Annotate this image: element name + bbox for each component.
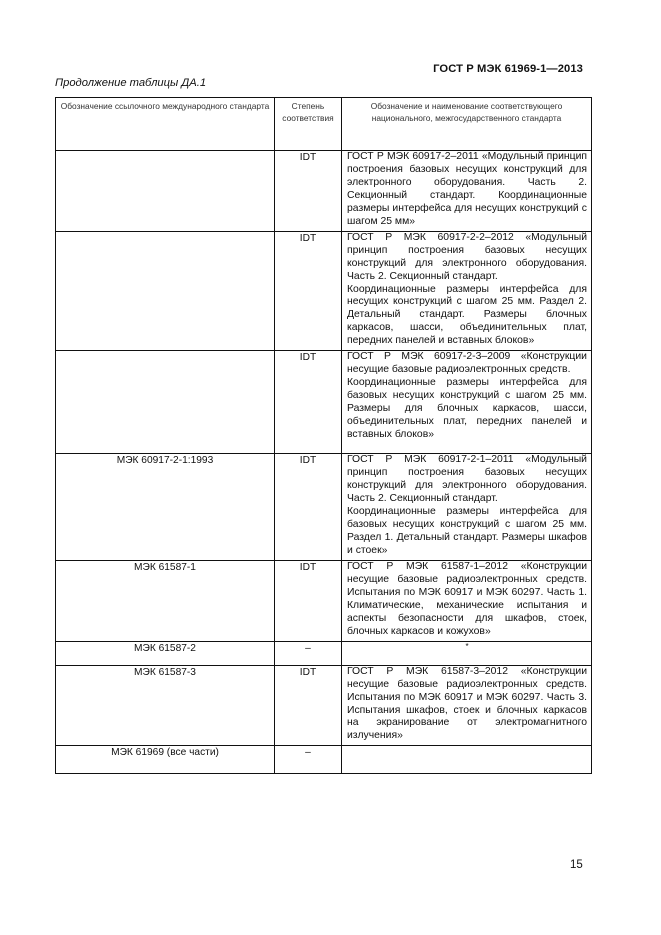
reference-cell [56, 231, 275, 351]
reference-cell: МЭК 60917-2-1:1993 [56, 454, 275, 561]
national-standard-text: Координационные размеры интерфейса для базовых несущих конструкций с шагом 25 мм. Раздел 1. Детальный стандарт. Размеры шкафов и стоек» [347, 506, 587, 556]
national-standard-cell [342, 746, 592, 774]
standards-table [55, 97, 592, 774]
column-header-national: Обозначение и наименование соответствующего национального, межгосударственного стандарта [342, 98, 592, 151]
table-row [56, 231, 592, 351]
national-standard-text: ГОСТ Р МЭК 60917-2-3–2009 «Конструкции несущие базовые радиоэлектронных средств. [347, 351, 587, 376]
national-standard-cell [342, 560, 592, 641]
national-standard-cell [342, 351, 592, 454]
table-continuation-caption: Продолжение таблицы ДА.1 [55, 77, 207, 89]
national-standard-text: ГОСТ Р МЭК 60917-2-1–2011 «Модульный принцип построения базовых несущих конструкций для электронного оборудования. Часть 2. Секционный стандарт. [347, 454, 587, 505]
national-standard-text: ГОСТ Р МЭК 61587-3–2012 «Конструкции несущие базовые радиоэлектронных средств. Испытания по МЭК 60917 и МЭК 60297. Часть 3. Испытания шкафов, стоек и блочных каркасов на экранирование от электромагнитного излучения» [347, 665, 587, 742]
degree-cell: – [275, 641, 342, 665]
document-code: ГОСТ Р МЭК 61969-1—2013 [433, 63, 583, 75]
degree-cell: IDT [275, 560, 342, 641]
national-standard-cell [342, 151, 592, 232]
national-standard-cell [342, 454, 592, 561]
national-standard-text: ГОСТ Р МЭК 61587-1–2012 «Конструкции несущие базовые радиоэлектронных средств. Испытания по МЭК 60917 и МЭК 60297. Часть 1. Климатические, механические испытания и аспекты безопасности для шкафов, стоек, блочных каркасов и кожухов» [347, 560, 587, 637]
table-row [56, 641, 592, 665]
column-header-degree: Степень соответствия [275, 98, 342, 151]
page-number: 15 [570, 859, 583, 871]
national-standard-cell [342, 665, 592, 746]
reference-cell [56, 351, 275, 454]
degree-cell: IDT [275, 231, 342, 351]
table-row [56, 665, 592, 746]
national-standard-text: ГОСТ Р МЭК 60917-2-2–2012 «Модульный принцип построения базовых несущих конструкций для электронного оборудования. Часть 2. Секционный стандарт. [347, 231, 587, 282]
reference-cell: МЭК 61587-1 [56, 560, 275, 641]
national-standard-cell [342, 231, 592, 351]
national-standard-text: ГОСТ Р МЭК 60917-2–2011 «Модульный принцип построения базовых несущих конструкций для электронного оборудования. Часть 2. Секционный стандарт. Координационные размеры интерфейса для несущих конструкций с шагом 25 мм» [347, 151, 587, 227]
footnote-mark: * [465, 641, 469, 651]
table-row [56, 560, 592, 641]
table-header-row [56, 98, 592, 151]
degree-cell: IDT [275, 151, 342, 232]
national-standard-text: Координационные размеры интерфейса для базовых несущих конструкций с шагом 25 мм. Размеры для блочных каркасов, шасси, объединительных плат, передних панелей и вставных блоков» [347, 377, 587, 441]
degree-cell: IDT [275, 665, 342, 746]
reference-cell: МЭК 61587-2 [56, 641, 275, 665]
table-row [56, 454, 592, 561]
degree-cell: IDT [275, 351, 342, 454]
degree-cell: IDT [275, 454, 342, 561]
reference-cell [56, 151, 275, 232]
table-row [56, 746, 592, 774]
column-header-reference: Обозначение ссылочного международного стандарта [56, 98, 275, 151]
degree-cell: – [275, 746, 342, 774]
reference-cell: МЭК 61969 (все части) [56, 746, 275, 774]
national-standard-cell [342, 641, 592, 665]
table-row [56, 351, 592, 454]
table-row [56, 151, 592, 232]
national-standard-text: Координационные размеры интерфейса для несущих конструкций с шагом 25 мм. Раздел 2. Детальный стандарт. Размеры блочных каркасов, шасси, объединительных плат, передних панелей и вставных блоков» [347, 283, 587, 347]
reference-cell: МЭК 61587-3 [56, 665, 275, 746]
